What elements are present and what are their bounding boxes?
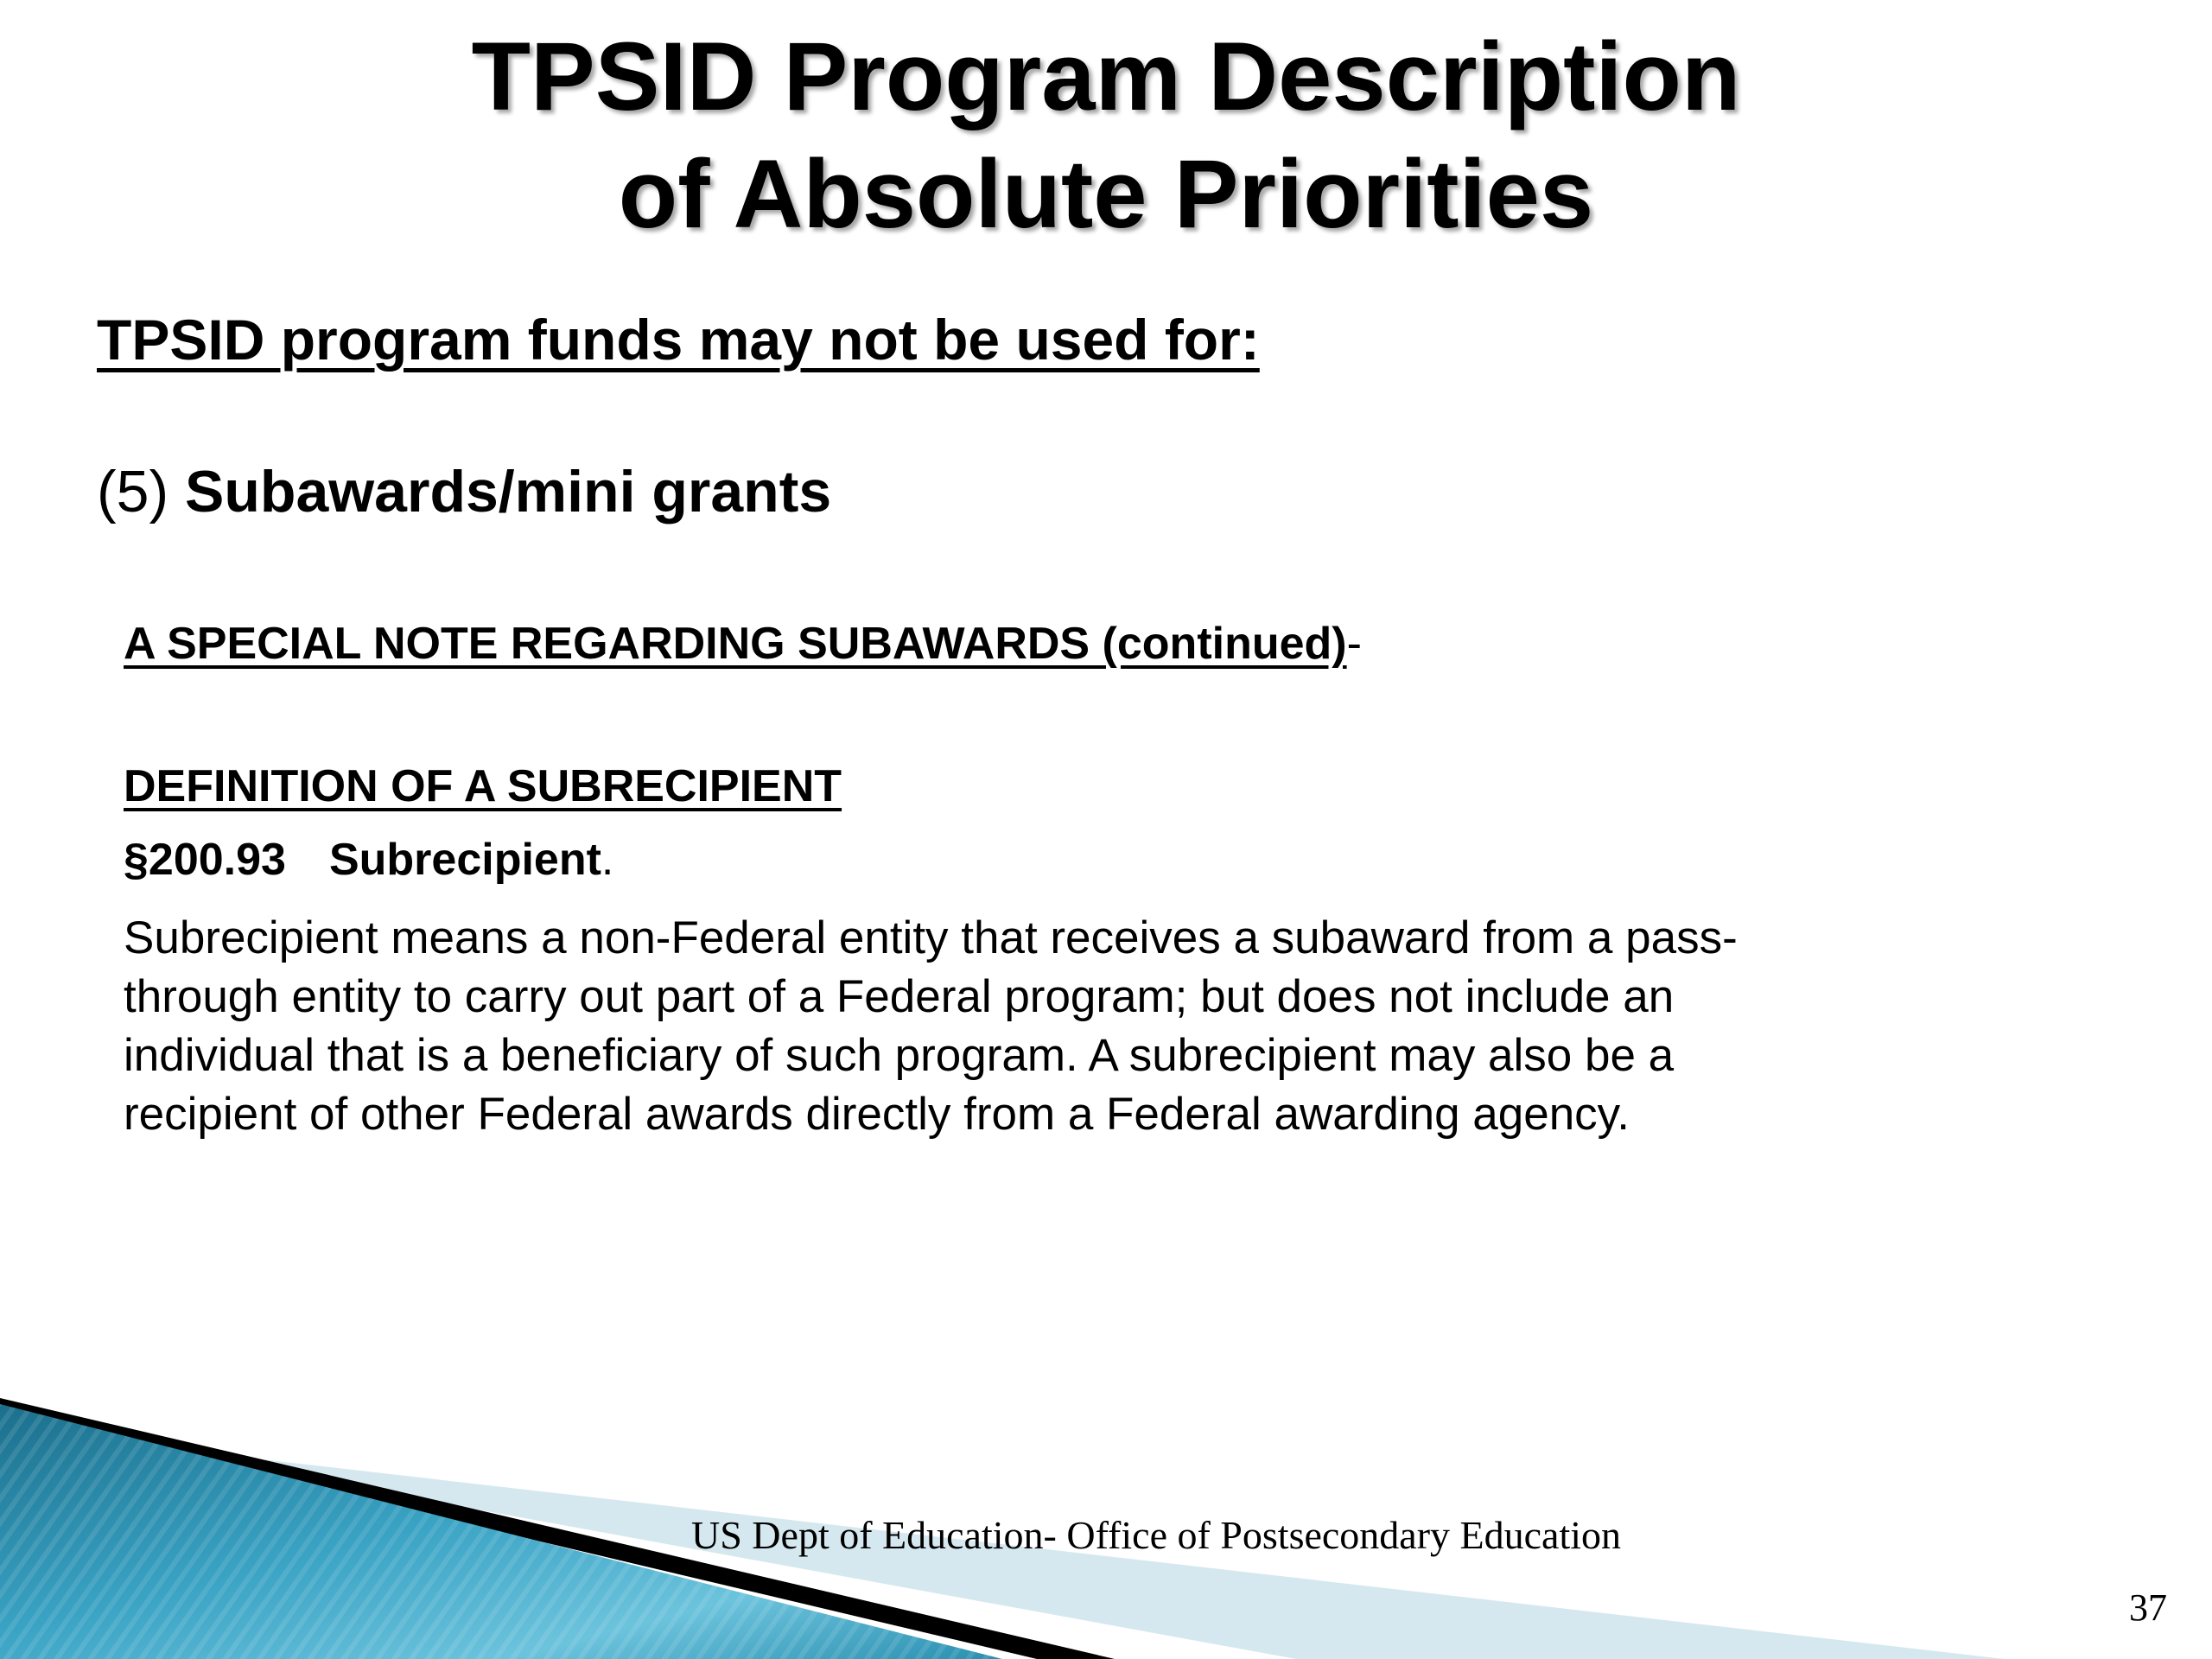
item-number: (5) [97,459,169,524]
special-note-text: A SPECIAL NOTE REGARDING SUBAWARDS (continued) [124,619,1347,669]
slide-title-line-2: of Absolute Priorities [618,140,1594,248]
section-title: Subrecipient [328,835,601,885]
body-line: recipient of other Federal awards directly from a Federal awarding agency. [124,1089,1630,1140]
section-period: . [601,835,614,885]
body-line: individual that is a beneficiary of such program. A subrecipient may also be a [124,1030,1675,1081]
section-number: §200.93 [124,835,286,885]
special-note-dash: - [1346,619,1362,669]
definition-heading: DEFINITION OF A SUBRECIPIENT [124,761,842,811]
body-line: through entity to carry out part of a Federal program; but does not include an [124,971,1675,1022]
section-heading: TPSID program funds may not be used for: [97,308,1260,372]
body-line: Subrecipient means a non-Federal entity that receives a subaward from a pass- [124,912,1738,963]
slide-title-line-1: TPSID Program Description [471,22,1741,130]
page-number: 37 [2129,1586,2167,1629]
item-label: Subawards/mini grants [185,459,832,524]
footer-text: US Dept of Education- Office of Postsecondary Education [691,1513,1622,1557]
